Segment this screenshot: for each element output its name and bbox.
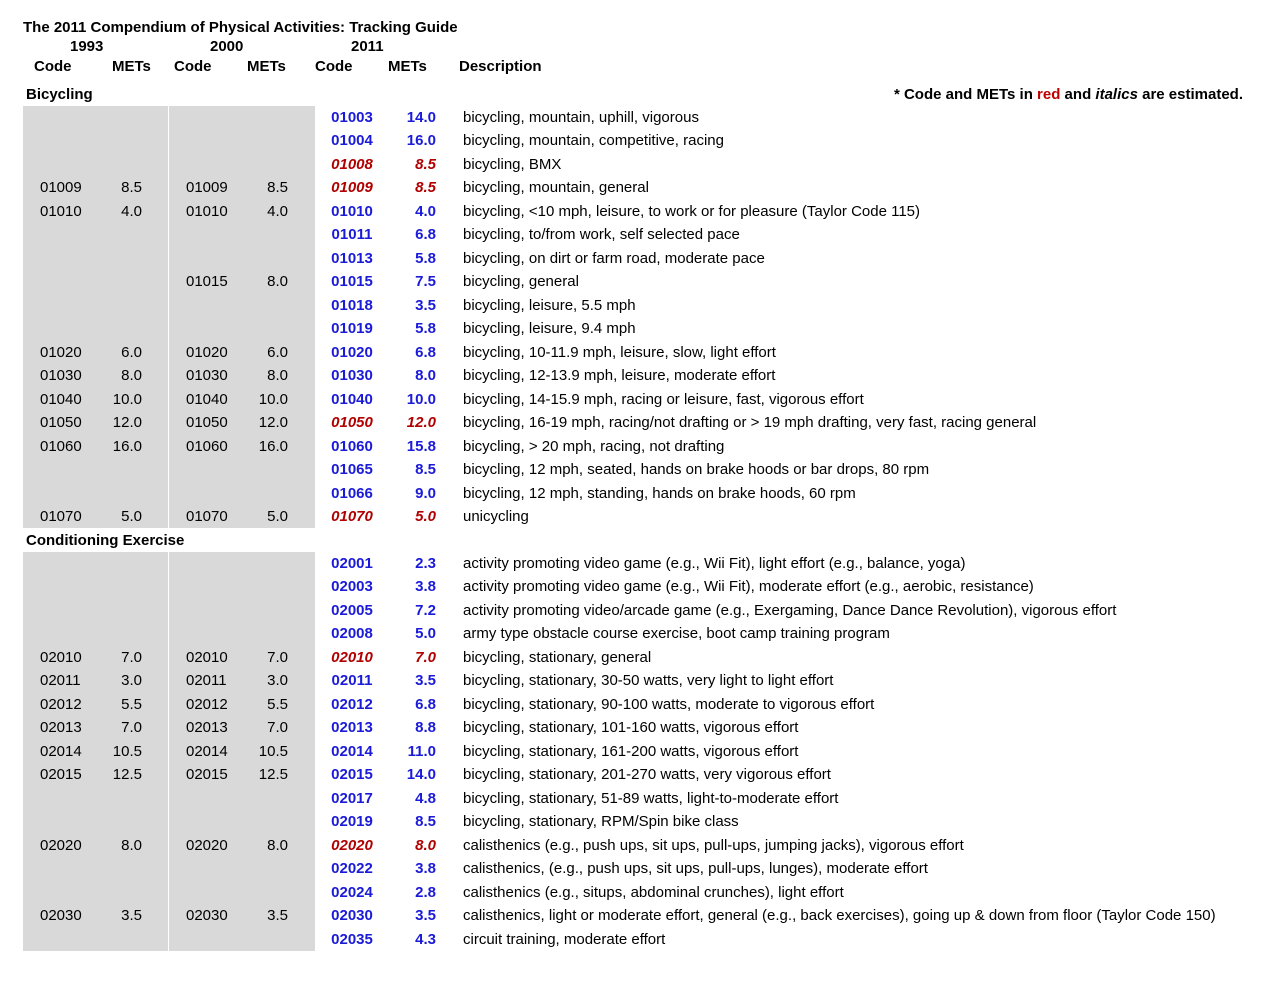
mets-1993-cell: 3.0 bbox=[121, 672, 142, 690]
table-row bbox=[0, 458, 1280, 481]
description-cell: bicycling, stationary, 30-50 watts, very light to light effort bbox=[463, 672, 834, 690]
mets-1993-cell: 8.0 bbox=[121, 836, 142, 854]
mets-2011-cell: 2.8 bbox=[415, 883, 436, 901]
mets-2000-cell: 3.5 bbox=[267, 907, 288, 925]
mets-2011-cell: 8.8 bbox=[415, 719, 436, 737]
table-row bbox=[0, 646, 1280, 669]
code-2011-cell: 02001 bbox=[331, 555, 373, 572]
table-row bbox=[0, 129, 1280, 152]
description-cell: bicycling, stationary, 201-270 watts, very vigorous effort bbox=[463, 766, 831, 784]
mets-2011-cell: 4.3 bbox=[415, 930, 436, 948]
description-cell: bicycling, to/from work, self selected pace bbox=[463, 226, 740, 244]
code-1993-cell: 01009 bbox=[40, 179, 82, 197]
code-2000-cell: 02015 bbox=[186, 766, 228, 784]
mets-2000-cell: 10.0 bbox=[258, 390, 288, 408]
section-title: Bicycling bbox=[26, 86, 93, 103]
mets-2011-cell: 5.8 bbox=[415, 249, 436, 267]
mets-2000-cell: 8.5 bbox=[267, 179, 288, 197]
mets-2000-cell: 6.0 bbox=[267, 343, 288, 361]
code-2000-cell: 01060 bbox=[186, 437, 228, 455]
mets-2000-cell: 8.0 bbox=[267, 367, 288, 385]
code-2011-cell: 02008 bbox=[331, 625, 373, 643]
code-2011-cell: 01009 bbox=[331, 179, 373, 197]
table-row bbox=[0, 810, 1280, 833]
mets-2011-cell: 3.8 bbox=[415, 578, 436, 596]
table-row bbox=[0, 904, 1280, 927]
code-1993-cell: 02015 bbox=[40, 766, 82, 784]
year-2000-heading: 2000 bbox=[210, 38, 244, 55]
table-row bbox=[0, 505, 1280, 528]
mets-2011-cell: 7.0 bbox=[415, 648, 436, 666]
description-cell: calisthenics (e.g., push ups, sit ups, pull-ups, jumping jacks), vigorous effort bbox=[463, 836, 964, 854]
code-1993-cell: 02010 bbox=[40, 648, 82, 666]
table-row bbox=[0, 317, 1280, 340]
description-header: Description bbox=[459, 58, 542, 75]
code-2011-cell: 02013 bbox=[331, 719, 373, 737]
code-1993-cell: 01020 bbox=[40, 343, 82, 361]
code-2011-cell: 02019 bbox=[331, 813, 373, 831]
code-1993-cell: 02011 bbox=[40, 672, 81, 690]
code-2011-cell: 01008 bbox=[331, 155, 373, 173]
table-row bbox=[0, 294, 1280, 317]
table-row bbox=[0, 223, 1280, 246]
code-2011-cell: 02005 bbox=[331, 601, 373, 619]
code-2011-cell: 01004 bbox=[331, 132, 373, 150]
mets-2011-cell: 8.5 bbox=[415, 813, 436, 831]
table-row bbox=[0, 106, 1280, 129]
mets-2011-header: METs bbox=[388, 58, 427, 75]
description-cell: bicycling, 12-13.9 mph, leisure, moderate effort bbox=[463, 367, 776, 385]
mets-2011-cell: 16.0 bbox=[406, 132, 436, 150]
table-row bbox=[0, 834, 1280, 857]
code-2011-cell: 02030 bbox=[331, 907, 373, 925]
code-2000-cell: 02012 bbox=[186, 695, 228, 713]
code-2011-cell: 02011 bbox=[331, 672, 373, 690]
mets-2011-cell: 12.0 bbox=[406, 414, 436, 432]
mets-2011-cell: 6.8 bbox=[415, 695, 436, 713]
code-1993-cell: 02020 bbox=[40, 836, 82, 854]
table-row bbox=[0, 341, 1280, 364]
code-2000-cell: 01040 bbox=[186, 390, 228, 408]
description-cell: bicycling, stationary, 90-100 watts, moderate to vigorous effort bbox=[463, 695, 875, 713]
description-cell: bicycling, stationary, RPM/Spin bike class bbox=[463, 813, 739, 831]
mets-2011-cell: 7.2 bbox=[415, 601, 436, 619]
code-2000-cell: 02010 bbox=[186, 648, 228, 666]
description-cell: activity promoting video game (e.g., Wii Fit), moderate effort (e.g., aerobic, resistance) bbox=[463, 578, 1034, 596]
table-row bbox=[0, 857, 1280, 880]
table-row bbox=[0, 622, 1280, 645]
code-2000-cell: 01070 bbox=[186, 507, 228, 525]
code-2000-cell: 01020 bbox=[186, 343, 228, 361]
code-1993-cell: 01010 bbox=[40, 202, 82, 220]
table-row bbox=[0, 575, 1280, 598]
table-row bbox=[0, 740, 1280, 763]
code-2011-cell: 01013 bbox=[331, 249, 373, 267]
code-2011-cell: 01019 bbox=[331, 320, 373, 338]
description-cell: calisthenics, light or moderate effort, general (e.g., back exercises), going up & down from floor (Taylor Code 150) bbox=[463, 907, 1216, 925]
description-cell: bicycling, > 20 mph, racing, not drafting bbox=[463, 437, 725, 455]
mets-1993-cell: 12.0 bbox=[112, 414, 142, 432]
code-2011-header: Code bbox=[315, 58, 353, 75]
mets-2000-cell: 5.5 bbox=[267, 695, 288, 713]
estimate-note bbox=[894, 86, 1243, 103]
code-2000-cell: 01030 bbox=[186, 367, 228, 385]
code-1993-cell: 02030 bbox=[40, 907, 82, 925]
code-2000-header: Code bbox=[174, 58, 212, 75]
code-2000-cell: 02030 bbox=[186, 907, 228, 925]
table-row bbox=[0, 552, 1280, 575]
code-1993-header: Code bbox=[34, 58, 72, 75]
table-row bbox=[0, 693, 1280, 716]
description-cell: bicycling, stationary, 101-160 watts, vigorous effort bbox=[463, 719, 799, 737]
mets-2000-cell: 12.0 bbox=[258, 414, 288, 432]
code-2011-cell: 01018 bbox=[331, 296, 373, 314]
table-row bbox=[0, 247, 1280, 270]
description-cell: calisthenics, (e.g., push ups, sit ups, pull-ups, lunges), moderate effort bbox=[463, 860, 928, 878]
table-row bbox=[0, 482, 1280, 505]
description-cell: activity promoting video game (e.g., Wii Fit), light effort (e.g., balance, yoga) bbox=[463, 555, 966, 572]
table-row bbox=[0, 599, 1280, 622]
document-title: The 2011 Compendium of Physical Activities: Tracking Guide bbox=[23, 19, 458, 36]
mets-2011-cell: 5.8 bbox=[415, 320, 436, 338]
code-2011-cell: 02010 bbox=[331, 648, 373, 666]
code-1993-cell: 01060 bbox=[40, 437, 82, 455]
code-2011-cell: 02022 bbox=[331, 860, 373, 878]
description-cell: bicycling, mountain, general bbox=[463, 179, 649, 197]
mets-2011-cell: 8.0 bbox=[415, 836, 436, 854]
description-cell: activity promoting video/arcade game (e.g., Exergaming, Dance Dance Revolution), vigorous effort bbox=[463, 601, 1117, 619]
mets-2000-cell: 10.5 bbox=[258, 742, 288, 760]
description-cell: bicycling, stationary, 161-200 watts, vigorous effort bbox=[463, 742, 799, 760]
description-cell: bicycling, mountain, uphill, vigorous bbox=[463, 109, 699, 126]
code-2011-cell: 01060 bbox=[331, 437, 373, 455]
table-row bbox=[0, 200, 1280, 223]
note-and-word: and bbox=[1060, 86, 1096, 103]
mets-1993-cell: 8.5 bbox=[121, 179, 142, 197]
mets-2011-cell: 8.5 bbox=[415, 179, 436, 197]
description-cell: bicycling, 10-11.9 mph, leisure, slow, light effort bbox=[463, 343, 776, 361]
note-suffix: are estimated. bbox=[1137, 86, 1243, 103]
code-1993-cell: 01050 bbox=[40, 414, 82, 432]
table-row bbox=[0, 270, 1280, 293]
mets-2011-cell: 7.5 bbox=[415, 273, 436, 291]
description-cell: calisthenics (e.g., situps, abdominal crunches), light effort bbox=[463, 883, 844, 901]
mets-2011-cell: 11.0 bbox=[407, 742, 436, 760]
mets-1993-cell: 7.0 bbox=[121, 648, 142, 666]
mets-2011-cell: 3.5 bbox=[415, 672, 436, 690]
section-title: Conditioning Exercise bbox=[26, 532, 185, 549]
description-cell: bicycling, stationary, general bbox=[463, 648, 652, 666]
mets-1993-cell: 7.0 bbox=[121, 719, 142, 737]
table-row bbox=[0, 881, 1280, 904]
code-2011-cell: 02020 bbox=[331, 836, 373, 854]
mets-2011-cell: 3.5 bbox=[415, 296, 436, 314]
code-2011-cell: 01003 bbox=[331, 109, 373, 126]
mets-2011-cell: 14.0 bbox=[406, 109, 436, 126]
table-row bbox=[0, 763, 1280, 786]
code-2000-cell: 02014 bbox=[186, 742, 228, 760]
mets-1993-cell: 10.5 bbox=[112, 742, 142, 760]
mets-2011-cell: 2.3 bbox=[415, 555, 436, 572]
mets-2000-header: METs bbox=[247, 58, 286, 75]
mets-2011-cell: 8.5 bbox=[415, 155, 436, 173]
description-cell: circuit training, moderate effort bbox=[463, 930, 666, 948]
description-cell: bicycling, 16-19 mph, racing/not drafting or > 19 mph drafting, very fast, racing general bbox=[463, 414, 1037, 432]
description-cell: bicycling, BMX bbox=[463, 155, 562, 173]
code-1993-cell: 01070 bbox=[40, 507, 82, 525]
code-2011-cell: 02015 bbox=[331, 766, 373, 784]
description-cell: bicycling, leisure, 5.5 mph bbox=[463, 296, 636, 314]
code-2011-cell: 02024 bbox=[331, 883, 373, 901]
description-cell: bicycling, 12 mph, seated, hands on brake hoods or bar drops, 80 rpm bbox=[463, 461, 930, 479]
mets-2000-cell: 3.0 bbox=[267, 672, 288, 690]
code-1993-cell: 01030 bbox=[40, 367, 82, 385]
table-row bbox=[0, 364, 1280, 387]
table-row bbox=[0, 388, 1280, 411]
mets-1993-cell: 6.0 bbox=[121, 343, 142, 361]
mets-2011-cell: 4.0 bbox=[415, 202, 436, 220]
code-2011-cell: 01020 bbox=[331, 343, 373, 361]
code-2011-cell: 01070 bbox=[331, 507, 373, 525]
code-1993-cell: 02013 bbox=[40, 719, 82, 737]
code-2011-cell: 01050 bbox=[331, 414, 373, 432]
code-1993-cell: 01040 bbox=[40, 390, 82, 408]
table-row bbox=[0, 716, 1280, 739]
mets-2011-cell: 5.0 bbox=[415, 507, 436, 525]
description-cell: bicycling, <10 mph, leisure, to work or for pleasure (Taylor Code 115) bbox=[463, 202, 921, 220]
table-row bbox=[0, 411, 1280, 434]
mets-2000-cell: 16.0 bbox=[258, 437, 288, 455]
mets-2011-cell: 15.8 bbox=[406, 437, 436, 455]
year-1993-heading: 1993 bbox=[70, 38, 104, 55]
code-2011-cell: 01066 bbox=[331, 484, 373, 502]
mets-2011-cell: 8.5 bbox=[415, 461, 436, 479]
mets-2011-cell: 5.0 bbox=[415, 625, 436, 643]
mets-1993-cell: 4.0 bbox=[121, 202, 142, 220]
mets-2000-cell: 8.0 bbox=[267, 836, 288, 854]
table-row bbox=[0, 787, 1280, 810]
note-red-word: red bbox=[1037, 86, 1061, 103]
note-italic-word: italics bbox=[1095, 86, 1138, 103]
table-row bbox=[0, 153, 1280, 176]
mets-2011-cell: 3.5 bbox=[415, 907, 436, 925]
mets-2011-cell: 10.0 bbox=[406, 390, 436, 408]
code-2000-cell: 01015 bbox=[186, 273, 228, 291]
mets-2000-cell: 4.0 bbox=[267, 202, 288, 220]
note-prefix: * Code and METs in bbox=[893, 86, 1038, 103]
description-cell: unicycling bbox=[463, 507, 529, 525]
code-2000-cell: 02011 bbox=[186, 672, 227, 690]
mets-2011-cell: 4.8 bbox=[415, 789, 436, 807]
mets-1993-cell: 3.5 bbox=[121, 907, 142, 925]
mets-1993-cell: 16.0 bbox=[112, 437, 142, 455]
table-row bbox=[0, 435, 1280, 458]
mets-1993-header: METs bbox=[112, 58, 151, 75]
code-2000-cell: 02013 bbox=[186, 719, 228, 737]
mets-2011-cell: 6.8 bbox=[415, 226, 436, 244]
year-2011-heading: 2011 bbox=[351, 38, 384, 55]
description-cell: bicycling, on dirt or farm road, moderate pace bbox=[463, 249, 765, 267]
description-cell: bicycling, general bbox=[463, 273, 579, 291]
mets-2011-cell: 3.8 bbox=[415, 860, 436, 878]
mets-2000-cell: 7.0 bbox=[267, 648, 288, 666]
mets-2011-cell: 14.0 bbox=[406, 766, 436, 784]
code-1993-cell: 02012 bbox=[40, 695, 82, 713]
code-2000-cell: 01050 bbox=[186, 414, 228, 432]
mets-2011-cell: 9.0 bbox=[415, 484, 436, 502]
code-2011-cell: 01011 bbox=[331, 226, 373, 244]
table-row bbox=[0, 176, 1280, 199]
description-cell: army type obstacle course exercise, boot camp training program bbox=[463, 625, 890, 643]
description-cell: bicycling, mountain, competitive, racing bbox=[463, 132, 724, 150]
code-1993-cell: 02014 bbox=[40, 742, 82, 760]
mets-2011-cell: 6.8 bbox=[415, 343, 436, 361]
mets-1993-cell: 10.0 bbox=[112, 390, 142, 408]
code-2000-cell: 01009 bbox=[186, 179, 228, 197]
code-2011-cell: 01015 bbox=[331, 273, 373, 291]
table-row bbox=[0, 669, 1280, 692]
mets-2000-cell: 8.0 bbox=[267, 273, 288, 291]
code-2011-cell: 01010 bbox=[331, 202, 373, 220]
code-2000-cell: 01010 bbox=[186, 202, 228, 220]
description-cell: bicycling, stationary, 51-89 watts, light-to-moderate effort bbox=[463, 789, 839, 807]
mets-2000-cell: 7.0 bbox=[267, 719, 288, 737]
mets-1993-cell: 8.0 bbox=[121, 367, 142, 385]
code-2011-cell: 01030 bbox=[331, 367, 373, 385]
mets-2000-cell: 12.5 bbox=[258, 766, 288, 784]
code-2011-cell: 01065 bbox=[331, 461, 373, 479]
mets-1993-cell: 12.5 bbox=[112, 766, 142, 784]
mets-2000-cell: 5.0 bbox=[267, 507, 288, 525]
description-cell: bicycling, leisure, 9.4 mph bbox=[463, 320, 636, 338]
code-2000-cell: 02020 bbox=[186, 836, 228, 854]
code-2011-cell: 02017 bbox=[331, 789, 373, 807]
code-2011-cell: 02035 bbox=[331, 930, 373, 948]
code-2011-cell: 02014 bbox=[331, 742, 373, 760]
description-cell: bicycling, 14-15.9 mph, racing or leisure, fast, vigorous effort bbox=[463, 390, 864, 408]
mets-1993-cell: 5.0 bbox=[121, 507, 142, 525]
code-2011-cell: 01040 bbox=[331, 390, 373, 408]
code-2011-cell: 02003 bbox=[331, 578, 373, 596]
table-row bbox=[0, 928, 1280, 951]
mets-1993-cell: 5.5 bbox=[121, 695, 142, 713]
code-2011-cell: 02012 bbox=[331, 695, 373, 713]
description-cell: bicycling, 12 mph, standing, hands on brake hoods, 60 rpm bbox=[463, 484, 856, 502]
mets-2011-cell: 8.0 bbox=[415, 367, 436, 385]
